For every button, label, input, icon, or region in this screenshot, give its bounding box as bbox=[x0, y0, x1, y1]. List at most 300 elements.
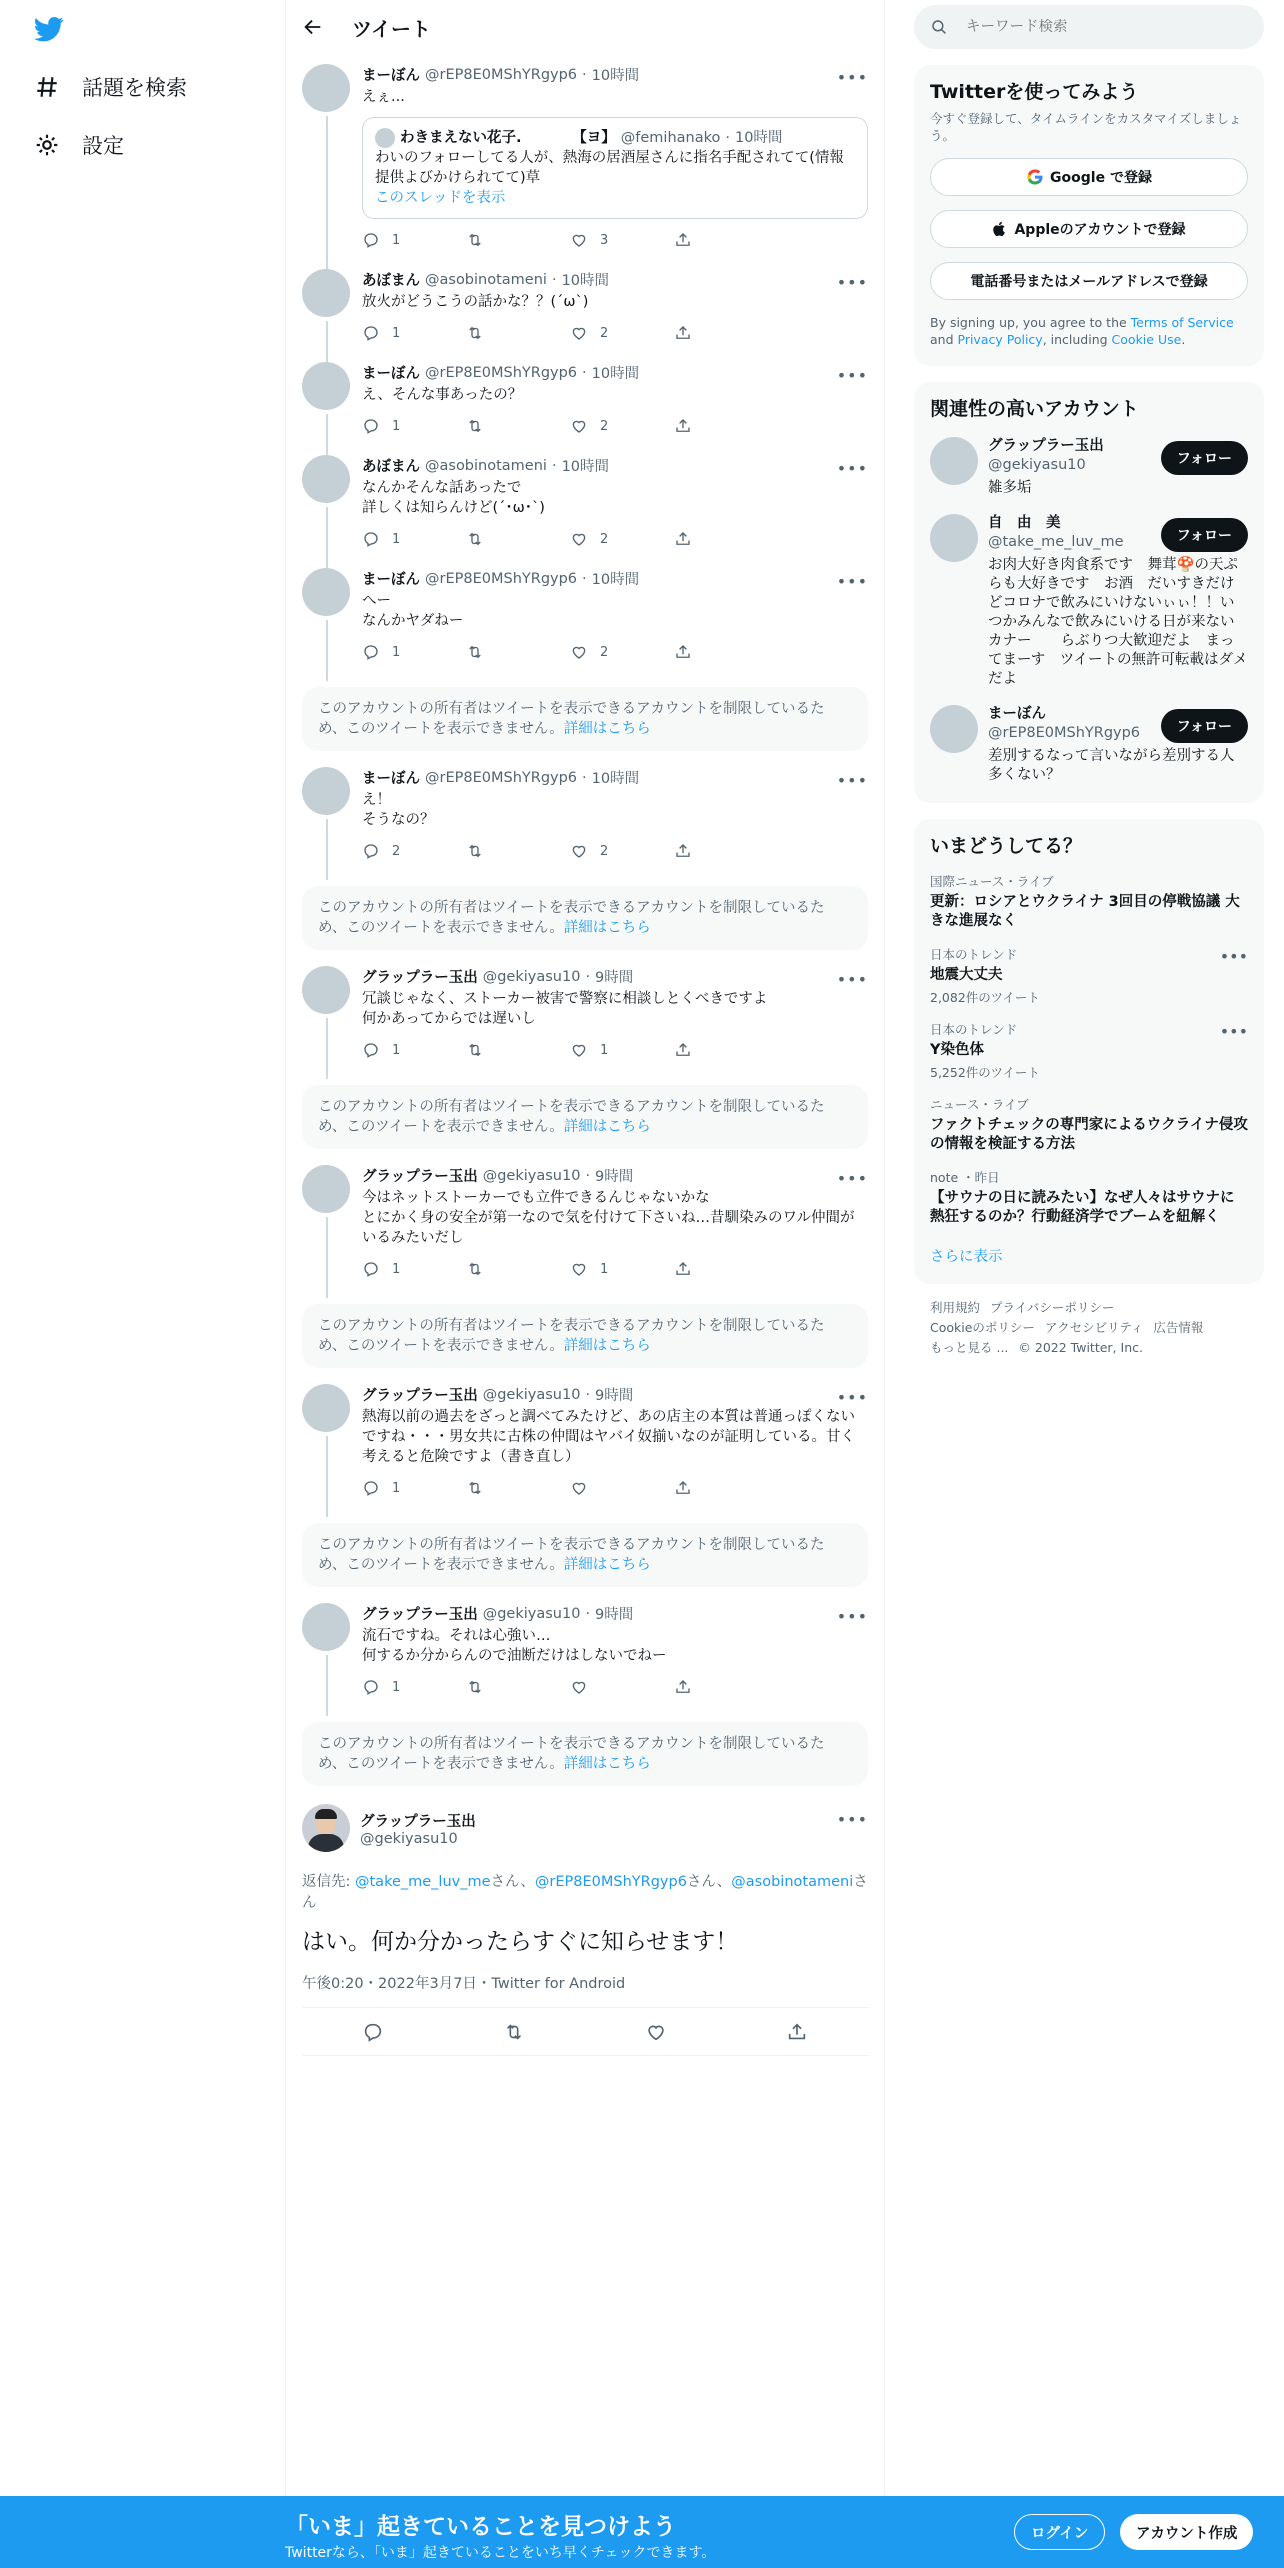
more-icon[interactable]: ••• bbox=[836, 366, 868, 385]
avatar[interactable] bbox=[302, 1384, 350, 1432]
like-count: 2 bbox=[600, 325, 609, 341]
share-action[interactable] bbox=[674, 530, 778, 548]
avatar[interactable] bbox=[302, 455, 350, 503]
more-icon[interactable]: ••• bbox=[836, 459, 868, 478]
share-icon bbox=[674, 530, 692, 548]
account-name[interactable]: 自 由 美 bbox=[988, 515, 1061, 531]
more-icon[interactable]: ••• bbox=[836, 1810, 868, 1829]
avatar[interactable] bbox=[302, 1165, 350, 1213]
reply-to-handle[interactable]: @rEP8E0MShYRgyp6 bbox=[534, 1874, 687, 1890]
tweet-time[interactable]: 10時間 bbox=[591, 366, 640, 382]
author-name[interactable]: グラップラー玉出 bbox=[362, 1607, 478, 1623]
reply-count: 1 bbox=[392, 232, 401, 248]
trend-title: 更新：ロシアとウクライナ 3回目の停戦協議 大きな進展なく bbox=[930, 894, 1240, 929]
like-heart-icon bbox=[570, 231, 588, 249]
trend-item[interactable] bbox=[930, 1168, 1248, 1227]
account-bio: お肉大好き肉食系です 舞茸🍄の天ぷらも大好きです お酒 だいすきだけどコロナで飲みにいけないぃぃ！！いつかみんなで飲みにいける日が来ないカナー らぶりつ大歓迎だよ まってまーす ツイートの無許可転載はダメだよ bbox=[988, 557, 1248, 687]
like-count: 3 bbox=[600, 232, 609, 248]
author-handle[interactable]: @gekiyasu10 bbox=[482, 1386, 581, 1403]
focal-tweet-actions bbox=[302, 2008, 868, 2056]
reply-action[interactable] bbox=[362, 1678, 466, 1696]
reply-tweet[interactable] bbox=[286, 54, 884, 259]
share-icon bbox=[674, 1041, 692, 1059]
right-sidebar bbox=[914, 0, 1264, 1358]
gear-icon bbox=[34, 132, 60, 158]
reply-to-handle[interactable]: @asobinotameni bbox=[731, 1874, 854, 1890]
more-icon[interactable]: ••• bbox=[836, 1169, 868, 1188]
follow-button[interactable]: フォロー bbox=[1161, 441, 1248, 475]
tweet-text: なんかそんな話あったで 詳しくは知らんけど(´･ω･`) bbox=[362, 480, 545, 516]
retweet-action[interactable] bbox=[466, 231, 570, 249]
more-icon[interactable]: ••• bbox=[836, 572, 868, 591]
separator-dot: · bbox=[582, 570, 587, 587]
tweet-column bbox=[285, 0, 885, 2500]
retweet-icon bbox=[466, 530, 484, 548]
retweet-icon bbox=[466, 842, 484, 860]
more-icon[interactable]: ••• bbox=[836, 1388, 868, 1407]
thread-line bbox=[326, 116, 328, 269]
retweet-icon bbox=[466, 1479, 484, 1497]
account-handle[interactable]: @take_me_luv_me bbox=[988, 534, 1124, 550]
like-action[interactable] bbox=[570, 417, 674, 435]
related-title: 関連性の高いアカウント bbox=[930, 398, 1139, 420]
author-name[interactable]: あぼまん bbox=[362, 273, 420, 289]
reply-action[interactable] bbox=[362, 842, 466, 860]
related-account[interactable] bbox=[930, 437, 1248, 498]
thread-line bbox=[326, 1436, 328, 1517]
author-handle[interactable]: @asobinotameni bbox=[425, 457, 547, 474]
thread-line bbox=[326, 819, 328, 880]
share-action[interactable] bbox=[674, 1041, 778, 1059]
separator-dot: · bbox=[582, 66, 587, 83]
avatar[interactable] bbox=[302, 64, 350, 112]
reply-action[interactable] bbox=[362, 1479, 466, 1497]
tweet-actions bbox=[362, 840, 868, 862]
like-action[interactable] bbox=[570, 842, 674, 860]
trend-category: ニュース・ライブ bbox=[930, 1097, 1029, 1112]
account-handle[interactable]: @gekiyasu10 bbox=[988, 457, 1086, 473]
show-more-link[interactable]: さらに表示 bbox=[930, 1249, 1003, 1265]
reply-action[interactable] bbox=[362, 1260, 466, 1278]
twitter-logo-icon[interactable] bbox=[34, 14, 64, 44]
reply-tweet[interactable] bbox=[286, 956, 884, 1069]
author-name[interactable]: あぼまん bbox=[362, 459, 420, 475]
reply-icon bbox=[362, 417, 380, 435]
restricted-text: このアカウントの所有者はツイートを表示できるアカウントを制限しているため、このツイートを表示できません。 bbox=[318, 1099, 825, 1135]
tweet-text: 冗談じゃなく、ストーカー被害で警察に相談しとくべきですよ 何かあってからでは遅いし bbox=[362, 991, 768, 1027]
quoted-tweet-time: 10時間 bbox=[734, 130, 783, 146]
like-count: 2 bbox=[600, 644, 609, 660]
restricted-tweet-notice bbox=[302, 687, 868, 751]
share-action[interactable] bbox=[674, 842, 778, 860]
quoted-author-handle: @femihanako bbox=[620, 130, 721, 146]
like-heart-icon bbox=[570, 1479, 588, 1497]
tweet-text: 今はネットストーカーでも立件できるんじゃないかな とにかく身の安全が第一なので気を付けて下さいね…昔馴染みのワル仲間がいるみたいだし bbox=[362, 1190, 855, 1246]
reply-count: 1 bbox=[392, 1261, 401, 1277]
tweet-time[interactable]: 9時間 bbox=[595, 1607, 634, 1623]
reply-tweet[interactable] bbox=[286, 259, 884, 352]
like-action[interactable] bbox=[570, 530, 674, 548]
login-button[interactable]: ログイン bbox=[1014, 2514, 1105, 2550]
author-name[interactable]: まーぼん bbox=[362, 68, 420, 84]
author-handle[interactable]: @gekiyasu10 bbox=[482, 968, 581, 985]
author-handle[interactable]: @rEP8E0MShYRgyp6 bbox=[425, 66, 578, 83]
reply-icon bbox=[362, 1041, 380, 1059]
trend-count: 5,252件のツイート bbox=[930, 1065, 1040, 1080]
reply-tweet[interactable] bbox=[286, 352, 884, 445]
related-account[interactable] bbox=[930, 705, 1248, 785]
separator-dot: · bbox=[585, 1167, 591, 1184]
separator-dot: · bbox=[582, 769, 587, 786]
quoted-author-name: わきまえない花子. 【ヨ】 bbox=[400, 130, 616, 146]
retweet-action[interactable] bbox=[466, 1479, 570, 1497]
share-icon bbox=[674, 1260, 692, 1278]
reply-tweet[interactable] bbox=[286, 445, 884, 558]
share-action[interactable] bbox=[674, 417, 778, 435]
column-header bbox=[286, 0, 884, 54]
reply-count: 1 bbox=[392, 644, 401, 660]
reply-icon bbox=[362, 1678, 380, 1696]
nav-settings[interactable] bbox=[34, 130, 124, 160]
retweet-icon bbox=[466, 231, 484, 249]
tweet-text: へー なんかヤダねー bbox=[362, 593, 464, 629]
tweet-time[interactable]: 9時間 bbox=[595, 1169, 634, 1185]
details-link[interactable]: 詳細はこちら bbox=[563, 1338, 651, 1354]
retweet-icon bbox=[466, 1678, 484, 1696]
trend-item[interactable] bbox=[930, 1020, 1248, 1081]
reply-to-prefix: 返信先: bbox=[302, 1874, 355, 1890]
share-icon bbox=[674, 1678, 692, 1696]
details-link[interactable]: 詳細はこちら bbox=[563, 721, 651, 737]
nav-explore-label: 話題を検索 bbox=[82, 76, 187, 100]
quoted-tweet[interactable] bbox=[362, 117, 868, 219]
focal-tweet-meta[interactable]: 午後0:20・2022年3月7日・Twitter for Android bbox=[302, 1972, 868, 2008]
avatar[interactable] bbox=[302, 362, 350, 410]
tweet-text: 流石ですね。それは心強い… 何するか分からんので油断だけはしないでねー bbox=[362, 1628, 667, 1664]
like-action[interactable] bbox=[570, 231, 674, 249]
bottom-bar-title: 「いま」起きていることを見つけよう bbox=[285, 2514, 676, 2540]
thread-line bbox=[326, 1655, 328, 1716]
avatar[interactable] bbox=[930, 514, 978, 562]
page-title: ツイート bbox=[352, 16, 431, 41]
signup-title: Twitterを使ってみよう bbox=[930, 81, 1139, 103]
google-icon bbox=[1026, 168, 1044, 186]
more-icon[interactable]: ••• bbox=[1219, 1022, 1248, 1041]
reply-count: 1 bbox=[392, 1480, 401, 1496]
like-heart-icon bbox=[570, 530, 588, 548]
reply-tweet[interactable] bbox=[286, 757, 884, 870]
like-heart-icon bbox=[570, 842, 588, 860]
trend-item[interactable] bbox=[930, 872, 1248, 931]
focal-author-name[interactable]: グラップラー玉出 bbox=[360, 1813, 476, 1830]
trend-title: 【サウナの日に読みたい】なぜ人々はサウナに熱狂するのか？行動経済学でブームを紐解く bbox=[930, 1190, 1235, 1225]
tweet-time[interactable]: 10時間 bbox=[561, 273, 610, 289]
avatar[interactable] bbox=[930, 437, 978, 485]
share-action[interactable] bbox=[674, 1678, 778, 1696]
separator-dot: · bbox=[551, 271, 557, 288]
share-icon bbox=[674, 324, 692, 342]
restricted-text: このアカウントの所有者はツイートを表示できるアカウントを制限しているため、このツイートを表示できません。 bbox=[318, 1537, 825, 1573]
reply-icon[interactable] bbox=[362, 2021, 384, 2043]
like-heart-icon bbox=[570, 417, 588, 435]
reply-to-suffix: さん bbox=[302, 1874, 868, 1911]
avatar[interactable] bbox=[302, 269, 350, 317]
avatar[interactable] bbox=[302, 767, 350, 815]
trend-category: 国際ニュース・ライブ bbox=[930, 874, 1054, 889]
like-count: 2 bbox=[600, 843, 609, 859]
more-icon[interactable]: ••• bbox=[836, 273, 868, 292]
cookie-link[interactable]: Cookie Use bbox=[1111, 332, 1182, 347]
separator-dot: · bbox=[725, 130, 730, 146]
tweet-time[interactable]: 9時間 bbox=[595, 970, 634, 986]
account-bio: 雑多垢 bbox=[988, 480, 1032, 496]
author-handle[interactable]: @gekiyasu10 bbox=[482, 1167, 581, 1184]
restricted-tweet-notice bbox=[302, 1523, 868, 1587]
restricted-text: このアカウントの所有者はツイートを表示できるアカウントを制限しているため、このツイートを表示できません。 bbox=[318, 900, 825, 936]
details-link[interactable]: 詳細はこちら bbox=[563, 920, 651, 936]
search-icon bbox=[930, 18, 948, 36]
tweet-actions bbox=[362, 1258, 868, 1280]
details-link[interactable]: 詳細はこちら bbox=[563, 1557, 651, 1573]
author-name[interactable]: まーぼん bbox=[362, 572, 420, 588]
like-action[interactable] bbox=[570, 643, 674, 661]
reply-action[interactable] bbox=[362, 1041, 466, 1059]
share-icon bbox=[674, 417, 692, 435]
signup-subtitle: 今すぐ登録して、タイムラインをカスタマイズしましょう。 bbox=[930, 111, 1242, 143]
account-name[interactable]: まーぼん bbox=[988, 706, 1046, 722]
like-count: 1 bbox=[600, 1042, 609, 1058]
restricted-tweet-notice bbox=[302, 886, 868, 950]
footer-more[interactable]: もっと見る ... bbox=[930, 1340, 1009, 1355]
avatar[interactable] bbox=[302, 568, 350, 616]
avatar[interactable] bbox=[302, 966, 350, 1014]
author-name[interactable]: まーぼん bbox=[362, 366, 420, 382]
show-thread-link[interactable]: このスレッドを表示 bbox=[375, 190, 506, 206]
privacy-link[interactable]: Privacy Policy bbox=[957, 332, 1043, 347]
more-icon[interactable]: ••• bbox=[836, 1607, 868, 1626]
footer-terms[interactable]: 利用規約 bbox=[930, 1300, 981, 1315]
tweet-text: え、そんな事あったの？ bbox=[362, 387, 523, 403]
avatar[interactable] bbox=[302, 1603, 350, 1651]
signup-button[interactable]: アカウント作成 bbox=[1120, 2514, 1253, 2550]
author-handle[interactable]: @gekiyasu10 bbox=[482, 1605, 581, 1622]
author-name[interactable]: グラップラー玉出 bbox=[362, 1388, 478, 1404]
tweet-actions bbox=[362, 1039, 868, 1061]
tweet-actions bbox=[362, 1477, 868, 1499]
terms-prefix: By signing up, you agree to the bbox=[930, 315, 1131, 330]
like-heart-icon bbox=[570, 1678, 588, 1696]
share-icon bbox=[674, 643, 692, 661]
tweet-text: 放火がどうこうの話かな？？(´ω`) bbox=[362, 294, 589, 310]
search-input[interactable] bbox=[966, 19, 1226, 35]
terms-and: and bbox=[930, 332, 958, 347]
separator-dot: · bbox=[585, 968, 591, 985]
reply-icon bbox=[362, 324, 380, 342]
google-signup-button[interactable] bbox=[930, 158, 1248, 196]
share-action[interactable] bbox=[674, 231, 778, 249]
like-action[interactable] bbox=[570, 1678, 674, 1696]
retweet-icon bbox=[466, 643, 484, 661]
reply-tweet[interactable] bbox=[286, 1155, 884, 1288]
trends-title: いまどうしてる？ bbox=[930, 835, 1083, 857]
thread-line bbox=[326, 1018, 328, 1079]
related-account[interactable] bbox=[930, 514, 1248, 689]
trend-item[interactable] bbox=[930, 1095, 1248, 1154]
signup-terms bbox=[930, 314, 1248, 348]
more-icon[interactable]: ••• bbox=[1219, 947, 1248, 966]
footer-access[interactable]: アクセシビリティ bbox=[1044, 1320, 1144, 1335]
tweet-actions bbox=[362, 641, 868, 663]
retweet-action[interactable] bbox=[466, 1041, 570, 1059]
account-name[interactable]: グラップラー玉出 bbox=[988, 438, 1104, 454]
quoted-tweet-text: わいのフォローしてる人が、熱海の居酒屋さんに指名手配されてて(情報提供よびかけられてて)草 bbox=[375, 150, 844, 186]
reply-action[interactable] bbox=[362, 324, 466, 342]
terms-link[interactable]: Terms of Service bbox=[1130, 315, 1234, 330]
retweet-icon bbox=[466, 417, 484, 435]
focal-author-handle[interactable]: @gekiyasu10 bbox=[360, 1830, 458, 1847]
apple-icon bbox=[992, 221, 1008, 237]
reply-to-suffix: さん、 bbox=[490, 1874, 535, 1890]
footer-cookie[interactable]: Cookieのポリシー bbox=[930, 1320, 1035, 1335]
like-action[interactable] bbox=[570, 324, 674, 342]
separator-dot: · bbox=[585, 1386, 591, 1403]
like-action[interactable] bbox=[570, 1479, 674, 1497]
follow-button[interactable]: フォロー bbox=[1161, 518, 1248, 552]
author-handle[interactable]: @asobinotameni bbox=[425, 271, 547, 288]
share-icon[interactable] bbox=[786, 2021, 808, 2043]
footer-privacy[interactable]: プライバシーポリシー bbox=[990, 1300, 1115, 1315]
retweet-action[interactable] bbox=[466, 417, 570, 435]
tweet-time[interactable]: 9時間 bbox=[595, 1388, 634, 1404]
more-icon[interactable]: ••• bbox=[836, 68, 868, 87]
account-handle[interactable]: @rEP8E0MShYRgyp6 bbox=[988, 725, 1141, 741]
tweet-time[interactable]: 10時間 bbox=[591, 68, 640, 84]
restricted-tweet-notice bbox=[302, 1085, 868, 1149]
nav-settings-label: 設定 bbox=[82, 134, 124, 158]
signup-card bbox=[914, 65, 1264, 366]
bottom-bar-subtitle: Twitterなら、「いま」起きていることをいち早くチェックできます。 bbox=[285, 2545, 716, 2561]
share-action[interactable] bbox=[674, 643, 778, 661]
like-count: 2 bbox=[600, 531, 609, 547]
footer-ads[interactable]: 広告情報 bbox=[1153, 1320, 1204, 1335]
trend-title: ファクトチェックの専門家によるウクライナ侵攻の情報を検証する方法 bbox=[930, 1117, 1248, 1152]
search-box[interactable] bbox=[914, 5, 1264, 49]
left-nav bbox=[0, 0, 285, 2500]
avatar[interactable] bbox=[302, 1804, 350, 1852]
author-handle[interactable]: @rEP8E0MShYRgyp6 bbox=[425, 769, 578, 786]
tweet-time[interactable]: 10時間 bbox=[591, 771, 640, 787]
reply-icon bbox=[362, 643, 380, 661]
nav-explore[interactable] bbox=[34, 72, 187, 102]
author-name[interactable]: グラップラー玉出 bbox=[362, 970, 478, 986]
reply-to bbox=[302, 1870, 868, 1912]
hashtag-icon bbox=[34, 74, 60, 100]
reply-action[interactable] bbox=[362, 643, 466, 661]
more-icon[interactable]: ••• bbox=[836, 771, 868, 790]
retweet-action[interactable] bbox=[466, 643, 570, 661]
details-link[interactable]: 詳細はこちら bbox=[563, 1119, 651, 1135]
back-arrow-icon[interactable] bbox=[302, 16, 324, 38]
like-heart-icon bbox=[570, 643, 588, 661]
trend-category: note ・昨日 bbox=[930, 1170, 1000, 1185]
terms-period: . bbox=[1181, 332, 1186, 347]
like-action[interactable] bbox=[570, 1041, 674, 1059]
author-name[interactable]: グラップラー玉出 bbox=[362, 1169, 478, 1185]
retweet-action[interactable] bbox=[466, 1260, 570, 1278]
reply-action[interactable] bbox=[362, 417, 466, 435]
apple-signup-button[interactable] bbox=[930, 210, 1248, 248]
author-name[interactable]: まーぼん bbox=[362, 771, 420, 787]
author-handle[interactable]: @rEP8E0MShYRgyp6 bbox=[425, 570, 578, 587]
share-icon bbox=[674, 1479, 692, 1497]
reply-icon bbox=[362, 530, 380, 548]
reply-action[interactable] bbox=[362, 231, 466, 249]
share-action[interactable] bbox=[674, 1260, 778, 1278]
tweet-time[interactable]: 10時間 bbox=[561, 459, 610, 475]
retweet-icon bbox=[466, 324, 484, 342]
tweet-time[interactable]: 10時間 bbox=[591, 572, 640, 588]
tweet-text: 熱海以前の過去をざっと調べてみたけど、あの店主の本質は普通っぽくないですね・・・男女共に古株の仲間はヤバイ奴揃いなのが証明している。甘く考えると危険ですよ（書き直し） bbox=[362, 1409, 855, 1465]
retweet-action[interactable] bbox=[466, 842, 570, 860]
trend-category: 日本のトレンド bbox=[930, 1022, 1018, 1037]
retweet-action[interactable] bbox=[466, 1678, 570, 1696]
tweet-actions bbox=[362, 229, 868, 251]
trend-count: 2,082件のツイート bbox=[930, 990, 1040, 1005]
retweet-action[interactable] bbox=[466, 530, 570, 548]
more-icon[interactable]: ••• bbox=[836, 970, 868, 989]
trends-card bbox=[914, 819, 1264, 1284]
restricted-text: このアカウントの所有者はツイートを表示できるアカウントを制限しているため、このツイートを表示できません。 bbox=[318, 1736, 825, 1772]
retweet-action[interactable] bbox=[466, 324, 570, 342]
reply-tweet[interactable] bbox=[286, 1593, 884, 1706]
follow-button[interactable]: フォロー bbox=[1161, 709, 1248, 743]
focal-tweet bbox=[286, 1792, 884, 2056]
share-action[interactable] bbox=[674, 324, 778, 342]
author-handle[interactable]: @rEP8E0MShYRgyp6 bbox=[425, 364, 578, 381]
avatar[interactable] bbox=[930, 705, 978, 753]
reply-tweet[interactable] bbox=[286, 558, 884, 671]
restricted-text: このアカウントの所有者はツイートを表示できるアカウントを制限しているため、このツイートを表示できません。 bbox=[318, 1318, 825, 1354]
trend-item[interactable] bbox=[930, 945, 1248, 1006]
footer-copyright: © 2022 Twitter, Inc. bbox=[1018, 1340, 1143, 1355]
thread-line bbox=[326, 1217, 328, 1298]
reply-action[interactable] bbox=[362, 530, 466, 548]
like-heart-icon[interactable] bbox=[645, 2021, 667, 2043]
separator-dot: · bbox=[585, 1605, 591, 1622]
like-heart-icon bbox=[570, 1041, 588, 1059]
restricted-tweet-notice bbox=[302, 1304, 868, 1368]
tweet-actions bbox=[362, 322, 868, 344]
phone-signup-label: 電話番号またはメールアドレスで登録 bbox=[970, 274, 1208, 290]
reply-tweet[interactable] bbox=[286, 1374, 884, 1507]
trend-title: Y染色体 bbox=[930, 1042, 984, 1058]
restricted-tweet-notice bbox=[302, 1722, 868, 1786]
share-action[interactable] bbox=[674, 1479, 778, 1497]
retweet-icon[interactable] bbox=[503, 2021, 525, 2043]
retweet-icon bbox=[466, 1260, 484, 1278]
like-heart-icon bbox=[570, 324, 588, 342]
reply-to-handle[interactable]: @take_me_luv_me bbox=[355, 1874, 491, 1890]
tweet-text: えぇ... bbox=[362, 89, 405, 105]
tweet-actions bbox=[362, 415, 868, 437]
phone-email-signup-button[interactable] bbox=[930, 262, 1248, 300]
focal-tweet-text: はい。何か分かったらすぐに知らせます！ bbox=[302, 1929, 739, 1955]
like-count: 2 bbox=[600, 418, 609, 434]
like-heart-icon bbox=[570, 1260, 588, 1278]
details-link[interactable]: 詳細はこちら bbox=[563, 1756, 651, 1772]
like-action[interactable] bbox=[570, 1260, 674, 1278]
tweet-actions bbox=[362, 1676, 868, 1698]
